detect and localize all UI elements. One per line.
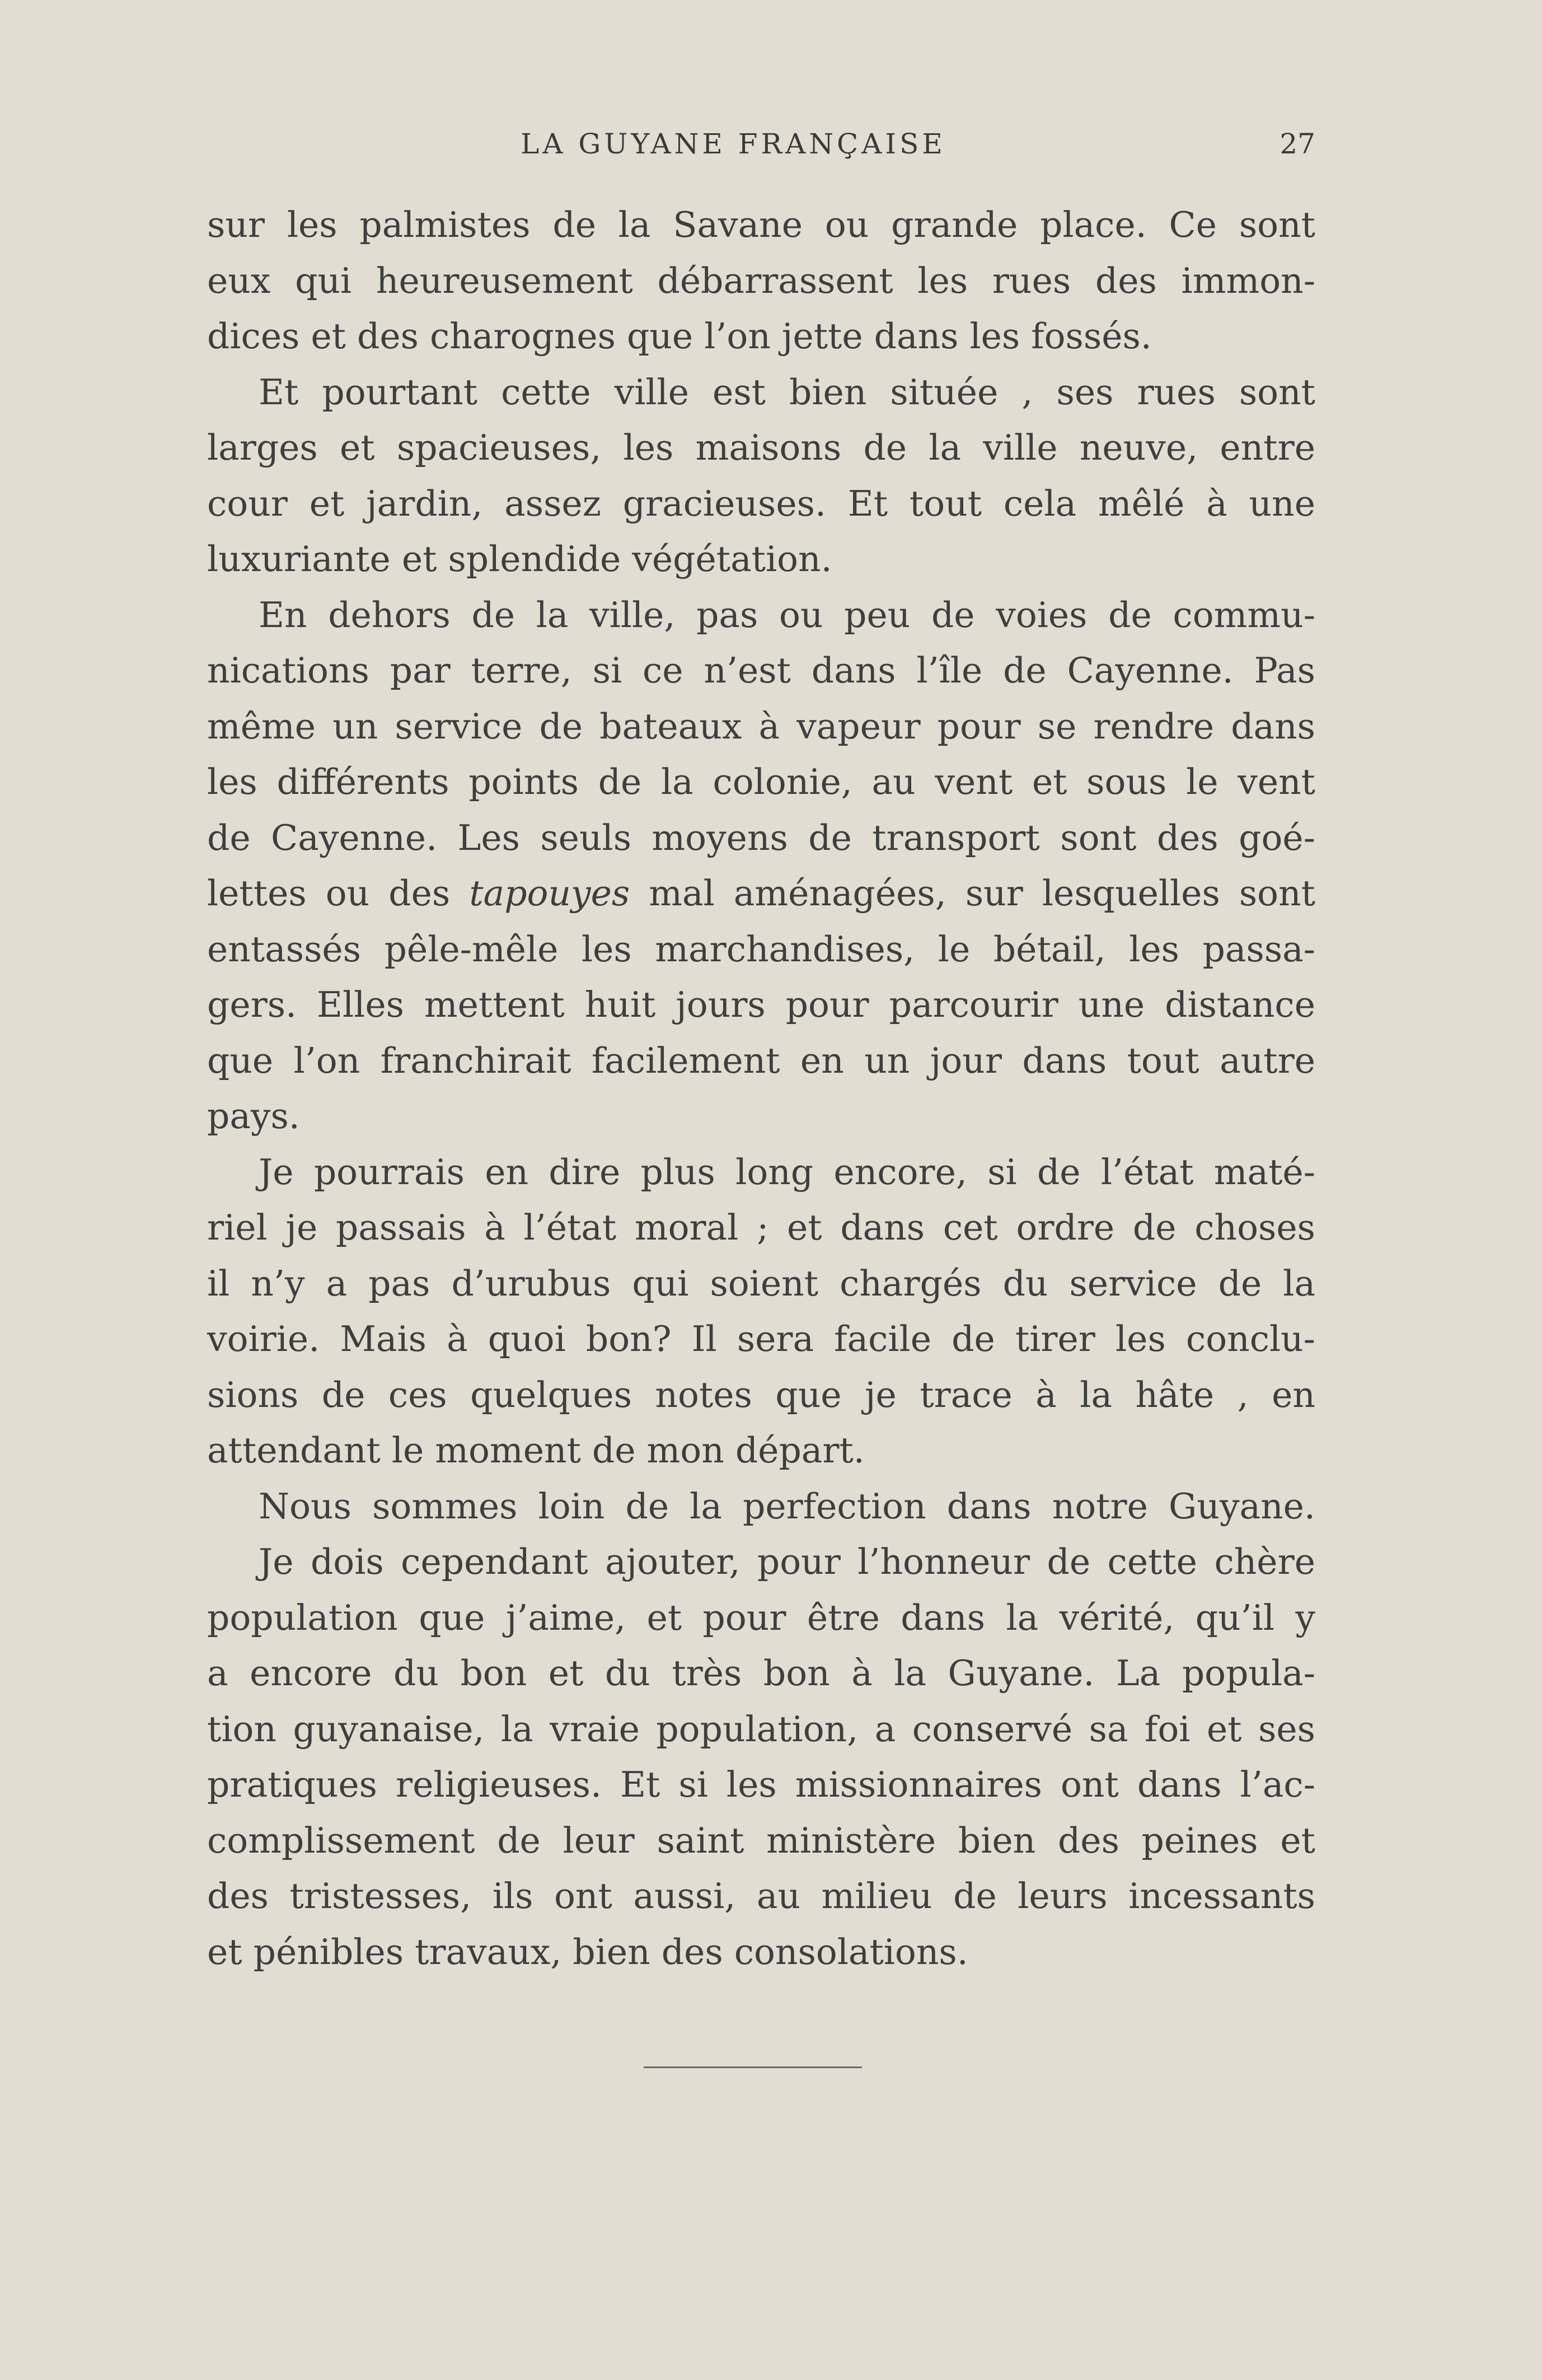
text-line: luxuriante et splendide végétation. <box>207 539 832 579</box>
text-line: il n’y a pas d’urubus qui soient chargés du service de la <box>207 1263 1315 1304</box>
end-rule-divider <box>644 2066 862 2068</box>
text-segment: lettes ou des <box>207 873 470 914</box>
text-line-with-italic <box>207 866 1315 922</box>
text-line: gers. Elles mettent huit jours pour parcourir une distance <box>207 984 1315 1025</box>
text-line: sions de ces quelques notes que je trace à la hâte , en <box>207 1374 1315 1415</box>
text-line: a encore du bon et du très bon à la Guyane. La popula- <box>207 1653 1315 1694</box>
running-title: LA GUYANE FRANÇAISE <box>521 128 946 160</box>
text-line: les différents points de la colonie, au vent et sous le vent <box>207 761 1315 802</box>
page-number: 27 <box>1279 128 1315 160</box>
text-line: voirie. Mais à quoi bon? Il sera facile de tirer les conclu- <box>207 1318 1315 1359</box>
italic-term: tapouyes <box>469 873 630 914</box>
text-line: sur les palmistes de la Savane ou grande place. Ce sont <box>207 204 1315 245</box>
text-line: pays. <box>207 1096 300 1137</box>
text-line: dices et des charognes que l’on jette dans les fossés. <box>207 316 1152 357</box>
text-line: même un service de bateaux à vapeur pour se rendre dans <box>207 705 1315 747</box>
text-line: Je pourrais en dire plus long encore, si de l’état maté- <box>259 1151 1315 1193</box>
text-line: de Cayenne. Les seuls moyens de transport sont des goé- <box>207 817 1315 858</box>
text-line: pratiques religieuses. Et si les missionnaires ont dans l’ac- <box>207 1764 1315 1805</box>
text-line: entassés pêle-mêle les marchandises, le bétail, les passa- <box>207 928 1315 970</box>
text-line: des tristesses, ils ont aussi, au milieu de leurs incessants <box>207 1876 1315 1916</box>
page-header <box>207 128 1315 167</box>
text-line: et pénibles travaux, bien des consolations. <box>207 1931 968 1972</box>
text-line: Je dois cependant ajouter, pour l’honneur de cette chère <box>259 1541 1315 1582</box>
text-line: Nous sommes loin de la perfection dans notre Guyane. <box>259 1485 1315 1527</box>
text-line: eux qui heureusement débarrassent les rues des immon- <box>207 260 1315 301</box>
text-line: Et pourtant cette ville est bien située , ses rues sont <box>259 371 1315 413</box>
text-line: riel je passais à l’état moral ; et dans cet ordre de choses <box>207 1207 1315 1248</box>
body-text <box>207 197 1315 1980</box>
text-line: larges et spacieuses, les maisons de la ville neuve, entre <box>207 427 1315 468</box>
text-line: cour et jardin, assez gracieuses. Et tout cela mêlé à une <box>207 483 1315 524</box>
text-line: nications par terre, si ce n’est dans l’île de Cayenne. Pas <box>207 650 1315 691</box>
text-line: complissement de leur saint ministère bien des peines et <box>207 1820 1315 1861</box>
text-line: En dehors de la ville, pas ou peu de voies de commu- <box>259 594 1315 635</box>
text-segment: mal aménagées, sur lesquelles sont <box>630 873 1315 914</box>
text-line: tion guyanaise, la vraie population, a conservé sa foi et ses <box>207 1708 1315 1750</box>
text-line: attendant le moment de mon départ. <box>207 1430 865 1471</box>
text-line: que l’on franchirait facilement en un jour dans tout autre <box>207 1040 1315 1081</box>
text-line: population que j’aime, et pour être dans la vérité, qu’il y <box>207 1597 1315 1638</box>
